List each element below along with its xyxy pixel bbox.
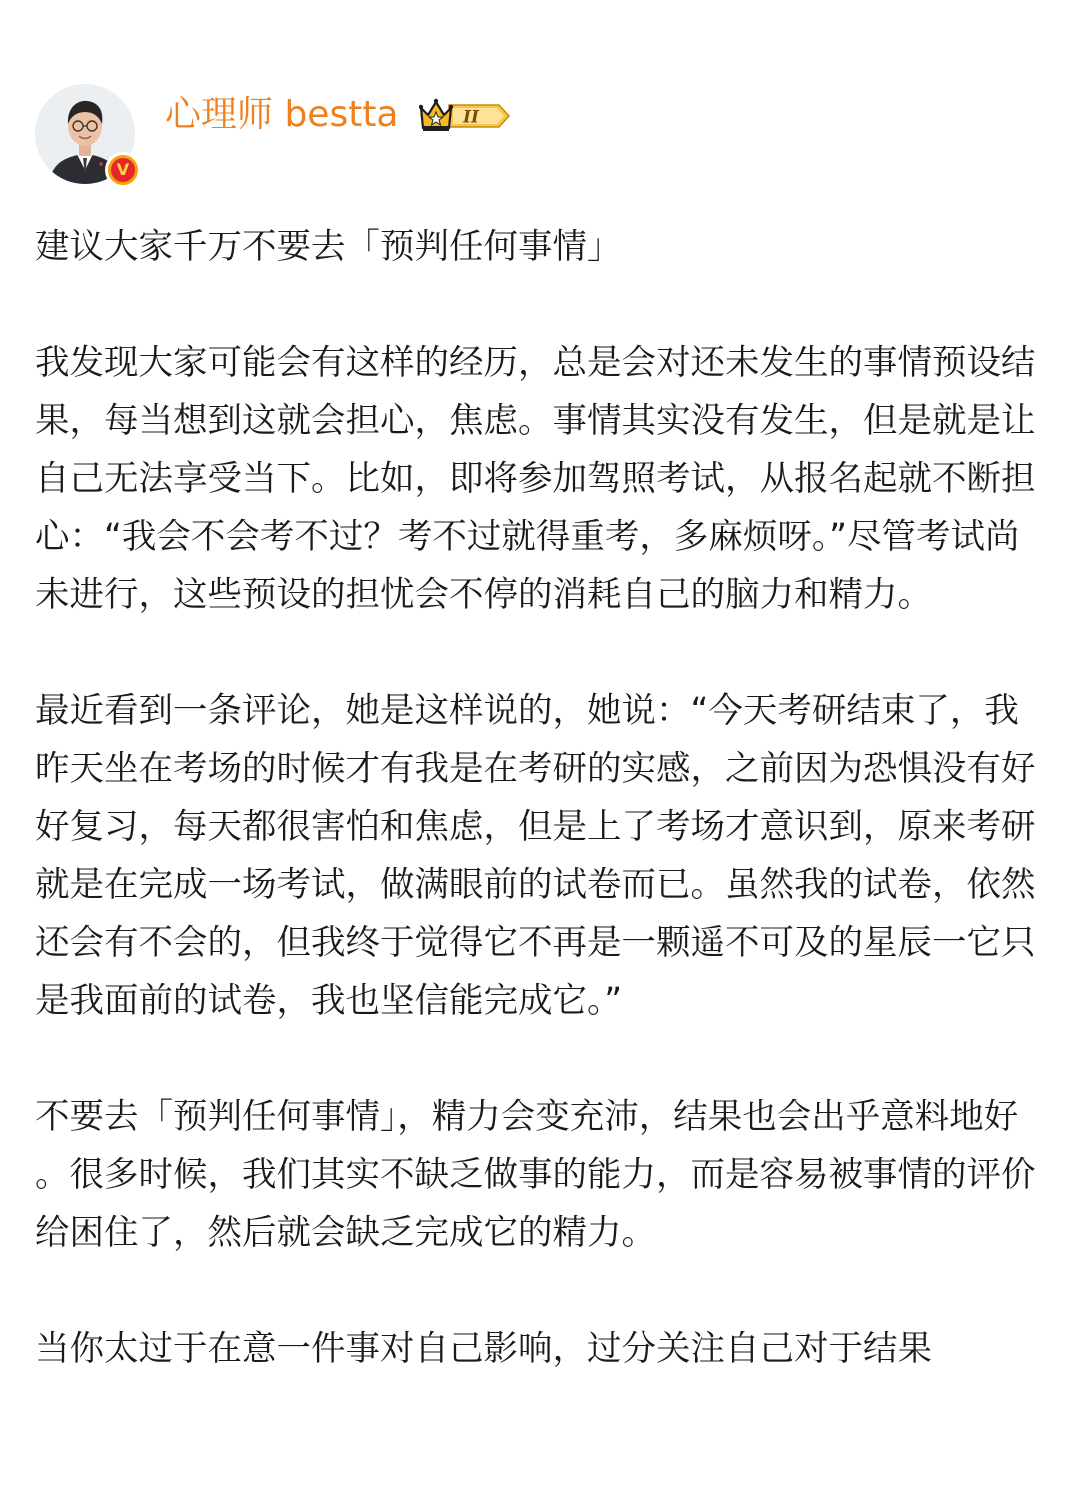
level-mark: II — [463, 107, 479, 128]
post-paragraph-1: 我发现大家可能会有这样的经历，总是会对还未发生的事情预设结果，每当想到这就会担心，焦虑。事情其实没有发生，但是就是让自己无法享受当下。比如，即将参加驾照考试，从报名起就不断担心：“我会不会考不过？考不过就得重考，多麻烦呀。”尽管考试尚未进行，这些预设的担忧会不停的消耗自己的脑力和精力。 — [35, 343, 1036, 615]
verified-badge — [105, 152, 141, 188]
author-name[interactable]: 心理师 bestta — [165, 94, 399, 135]
post-body — [35, 218, 1045, 1436]
post-paragraph-2: 最近看到一条评论，她是这样说的，她说：“今天考研结束了，我昨天坐在考场的时候才有我是在考研的实感，之前因为恐惧没有好好复习，每天都很害怕和焦虑，但是上了考场才意识到，原来考研就是在完成一场考试，做满眼前的试卷而已。虽然我的试卷，依然还会有不会的，但我终于觉得它不再是一颗遥不可及的星辰一它只是我面前的试卷，我也坚信能完成它。” — [35, 691, 1036, 1021]
post-title: 建议大家千万不要去「预判任何事情」 — [35, 227, 622, 267]
crown-level-icon[interactable] — [419, 96, 511, 136]
verified-mark: V — [111, 158, 135, 182]
post-paragraph-3: 不要去「预判任何事情」，精力会变充沛，结果也会出乎意料地好。很多时候，我们其实不缺乏做事的能力，而是容易被事情的评价给困住了，然后就会缺乏完成它的精力。 — [35, 1097, 1036, 1253]
post-header — [35, 84, 1035, 188]
post-paragraph-4: 当你太过于在意一件事对自己影响，过分关注自己对于结果 — [35, 1329, 932, 1369]
avatar-container[interactable] — [35, 84, 135, 184]
